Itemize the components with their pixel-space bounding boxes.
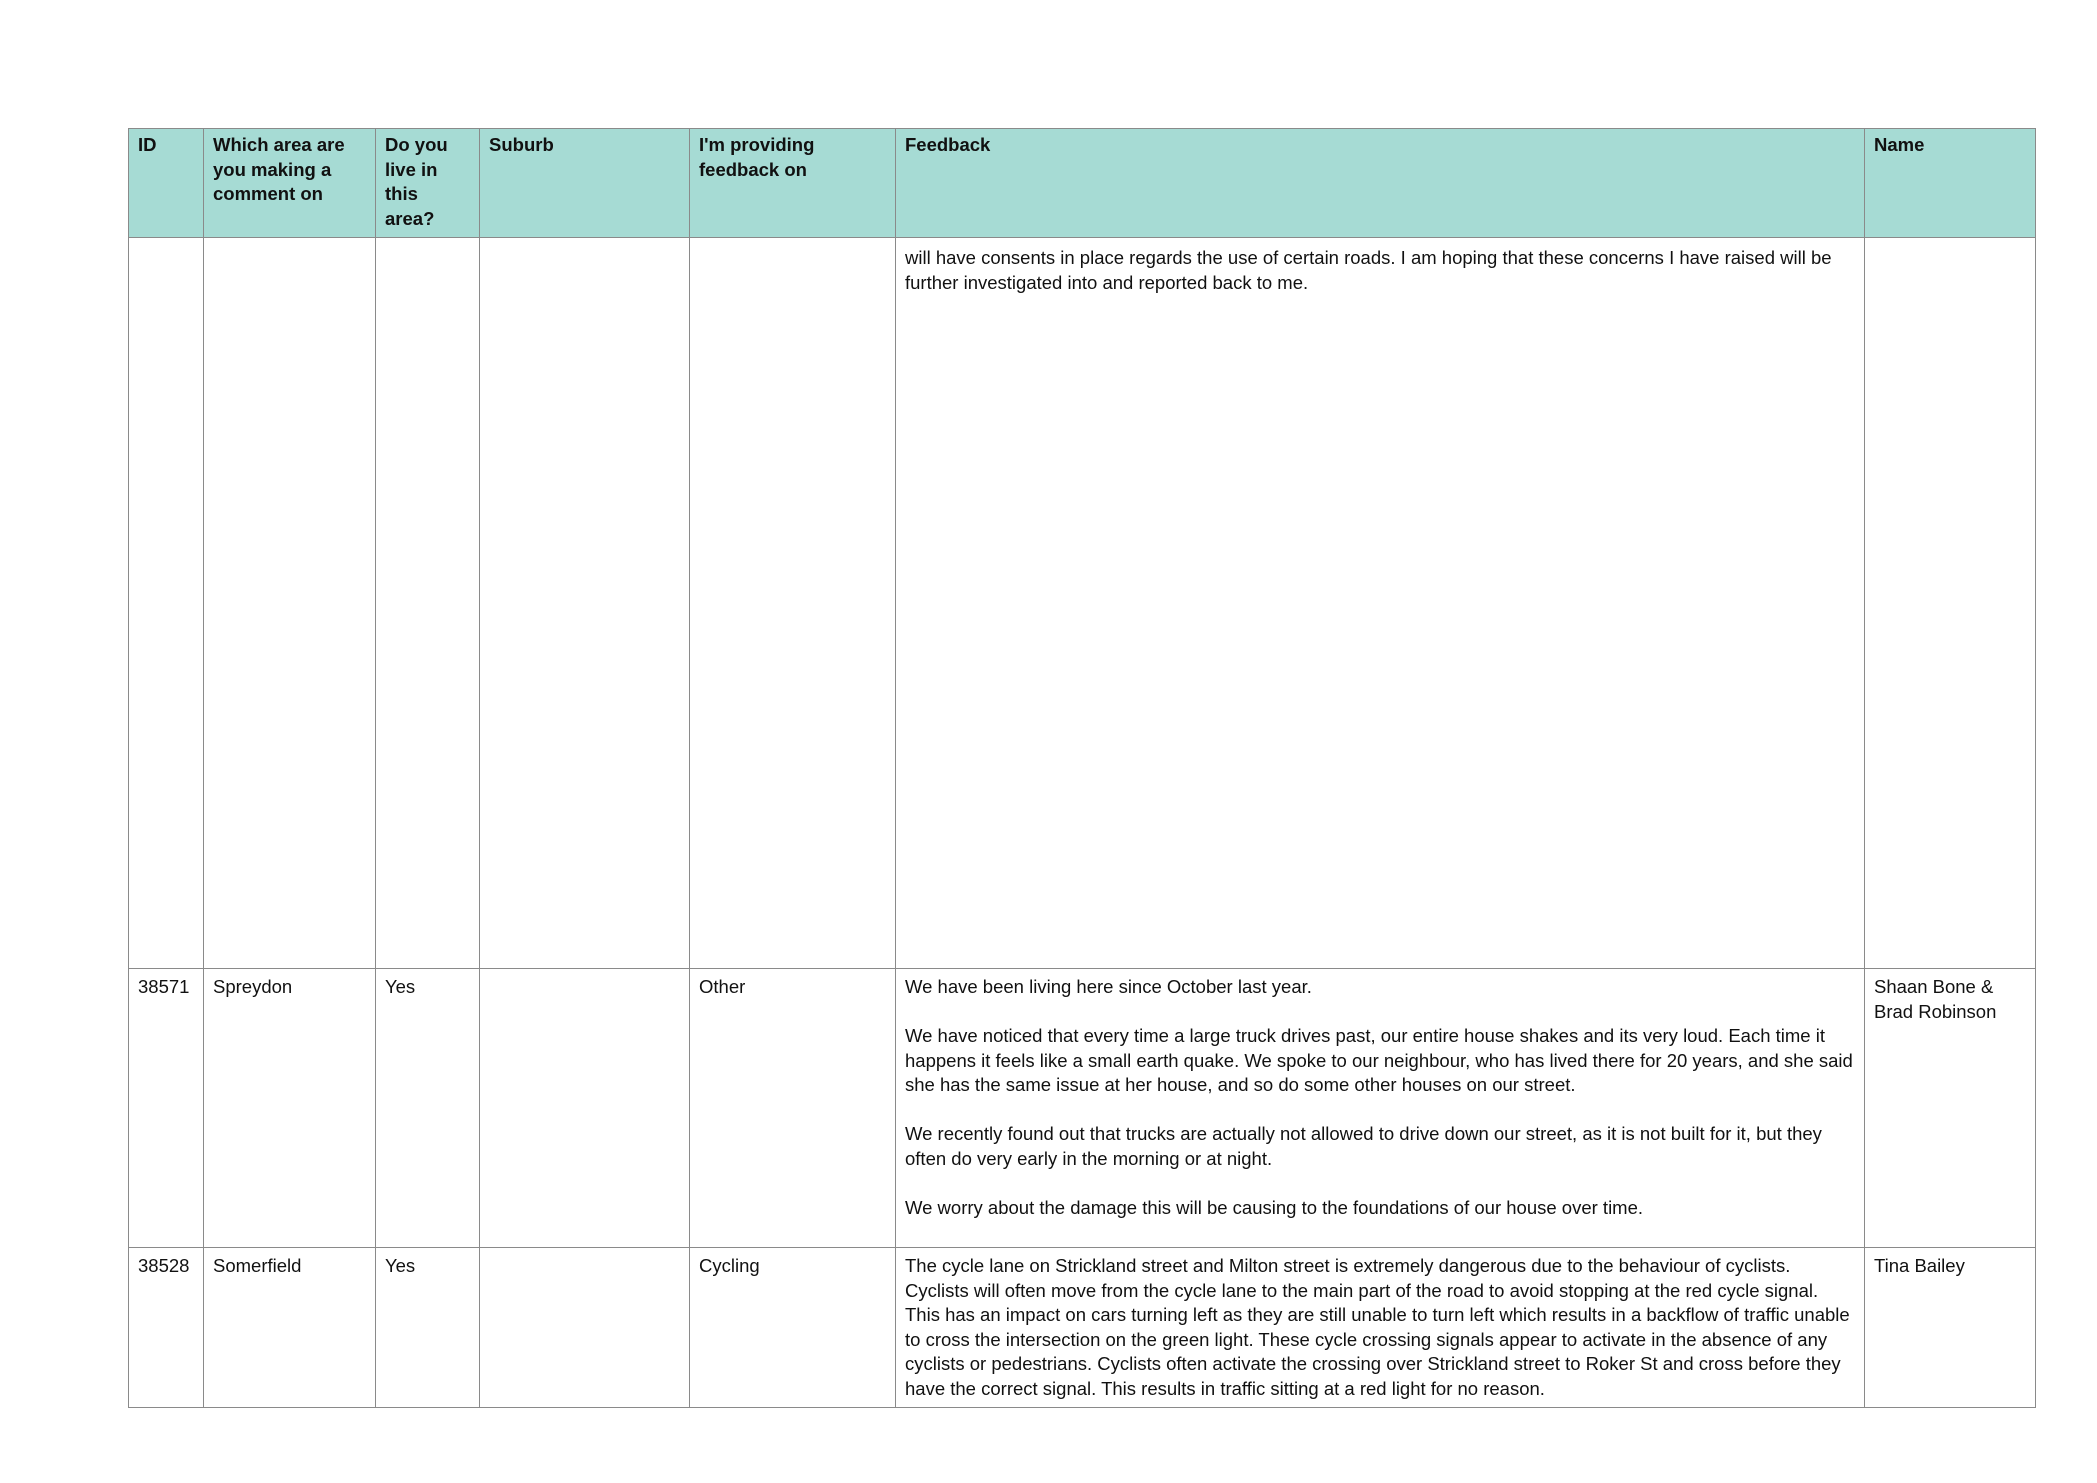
cell-live: Yes [376, 1248, 480, 1408]
cell-name [1865, 238, 2036, 969]
cell-suburb [480, 1248, 690, 1408]
cell-area: Spreydon [204, 969, 376, 1248]
header-providing: I'm providing feedback on [690, 129, 896, 238]
header-suburb: Suburb [480, 129, 690, 238]
cell-feedback [896, 969, 1865, 1248]
cell-feedback: will have consents in place regards the use of certain roads. I am hoping that these concerns I have raised will be further investigated into and reported back to me. [896, 238, 1865, 969]
feedback-paragraph: We worry about the damage this will be causing to the foundations of our house over time. [905, 1196, 1644, 1218]
feedback-table [128, 128, 2036, 1408]
header-id: ID [129, 129, 204, 238]
cell-providing: Other [690, 969, 896, 1248]
table-row [129, 969, 2036, 1248]
cell-providing: Cycling [690, 1248, 896, 1408]
header-live: Do you live in this area? [376, 129, 480, 238]
cell-providing [690, 238, 896, 969]
header-feedback: Feedback [896, 129, 1865, 238]
cell-suburb [480, 969, 690, 1248]
table-row [129, 1248, 2036, 1408]
cell-id: 38528 [129, 1248, 204, 1408]
table-row-continuation [129, 238, 2036, 969]
cell-area: Somerfield [204, 1248, 376, 1408]
table-header-row [129, 129, 2036, 238]
cell-id: 38571 [129, 969, 204, 1248]
cell-live [376, 238, 480, 969]
cell-name: Tina Bailey [1865, 1248, 2036, 1408]
feedback-paragraph: The cycle lane on Strickland street and Milton street is extremely dangerous due to the behaviour of cyclists. Cyclists will often move from the cycle lane to the main part of the road to avoid stopping at the red cycle signal. This has an impact on cars turning left as they are still unable to turn left which results in a backflow of traffic unable to cross the intersection on the green light. These cycle crossing signals appear to activate in the absence of any cyclists or pedestrians. Cyclists often activate the crossing over Strickland street to Roker St and cross before they have the correct signal. This results in traffic sitting at a red light for no reason. [905, 1255, 1850, 1399]
cell-live: Yes [376, 969, 480, 1248]
header-name: Name [1865, 129, 2036, 238]
feedback-paragraph: We have noticed that every time a large truck drives past, our entire house shakes and its very loud. Each time it happens it feels like a small earth quake. We spoke to our neighbour, who has lived there for 20 years, and she said she has the same issue at her house, and so do some other houses on our street. [905, 1025, 1853, 1095]
feedback-paragraph: We have been living here since October last year. [905, 976, 1312, 997]
cell-name: Shaan Bone & Brad Robinson [1865, 969, 2036, 1248]
cell-suburb [480, 238, 690, 969]
header-area: Which area are you making a comment on [204, 129, 376, 238]
cell-area [204, 238, 376, 969]
cell-id [129, 238, 204, 969]
cell-feedback [896, 1248, 1865, 1408]
feedback-paragraph: We recently found out that trucks are actually not allowed to drive down our street, as it is not built for it, but they often do very early in the morning or at night. [905, 1123, 1822, 1169]
